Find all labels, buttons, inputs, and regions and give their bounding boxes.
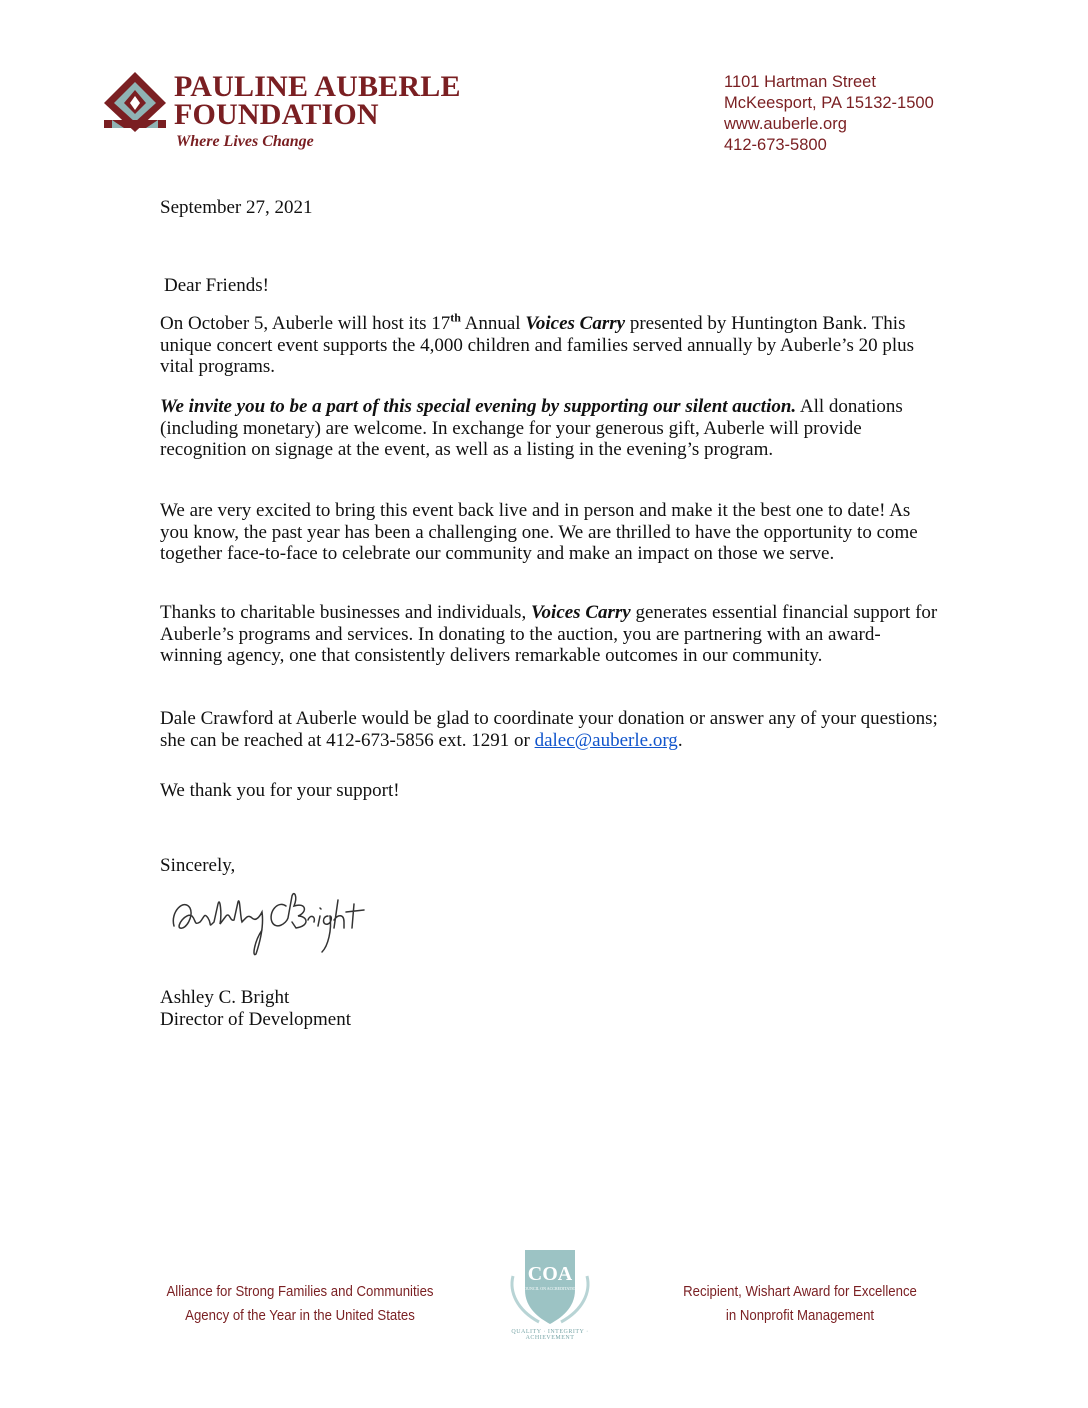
org-name-line1: PAULINE AUBERLE <box>174 70 461 103</box>
p2-text: All donations (including monetary) are welcome. In exchange for your generous gift, Auberle will provide recognition on signage at the event, as well as a listing in the evening’s program. <box>160 396 903 460</box>
tagline: Where Lives Change <box>176 133 314 150</box>
paragraph-event-intro <box>160 310 940 378</box>
paragraph-thank-you: We thank you for your support! <box>160 780 400 801</box>
address-street: 1101 Hartman Street <box>724 73 876 91</box>
diamond-logo-icon <box>102 70 168 134</box>
org-name <box>174 70 461 131</box>
paragraph-contact <box>160 708 940 751</box>
salutation: Dear Friends! <box>164 275 269 296</box>
p1-text-b: Annual <box>460 313 526 334</box>
closing: Sincerely, <box>160 855 236 876</box>
address-website: www.auberle.org <box>724 115 847 133</box>
footer-award-right <box>650 1280 949 1328</box>
coa-seal-text: COA <box>527 1263 573 1285</box>
coa-accreditation-seal <box>495 1246 605 1342</box>
event-name: Voices Carry <box>525 313 626 334</box>
paragraph-excitement: We are very excited to bring this event back live and in person and make it the best one to date! As you know, the past year has been a challenging one. We are thrilled to have the opportunity to come together face-to-face to celebrate our community and make an impact on those we serve. <box>160 500 918 564</box>
event-name-2: Voices Carry <box>530 602 631 623</box>
coa-motto: QUALITY · INTEGRITY · ACHIEVEMENT <box>511 1329 589 1341</box>
email-link[interactable]: dalec@auberle.org <box>534 729 678 751</box>
p4-text-a: Thanks to charitable businesses and individuals, <box>160 602 531 623</box>
footer-left-line2: Agency of the Year in the United States <box>185 1307 415 1324</box>
footer-right-line1: Recipient, Wishart Award for Excellence <box>683 1283 917 1300</box>
paragraph-thanks <box>160 602 940 667</box>
footer-award-left <box>150 1280 449 1328</box>
signer-name: Ashley C. Bright <box>160 987 290 1008</box>
paragraph-invitation <box>160 396 940 461</box>
invitation-emphasis: We invite you to be a part of this special evening by supporting our silent auction. <box>160 396 797 417</box>
coa-seal-subtext: COUNCIL ON ACCREDITATION <box>521 1286 579 1291</box>
p1-text-a: On October 5, Auberle will host its 17 <box>160 313 451 334</box>
address-city: McKeesport, PA 15132-1500 <box>724 94 934 112</box>
p5-text-b: . <box>677 729 683 751</box>
coa-shield-icon <box>495 1246 605 1330</box>
footer-left-line1: Alliance for Strong Families and Communities <box>166 1283 434 1300</box>
handwritten-signature <box>168 882 388 962</box>
p1-text-c: presented by Huntington Bank. This unique concert event supports the 4,000 children and families served annually by Auberle’s 20 plus vital programs. <box>160 313 915 377</box>
footer-right-line2: in Nonprofit Management <box>725 1307 875 1324</box>
address-phone: 412-673-5800 <box>724 136 827 154</box>
signer-title: Director of Development <box>160 1008 351 1030</box>
org-name-line2: FOUNDATION <box>174 98 379 131</box>
letter-date: September 27, 2021 <box>160 197 313 218</box>
foundation-logo <box>102 70 502 154</box>
address-block <box>724 72 934 156</box>
p4-text-b: generates essential financial support for Auberle’s programs and services. In donating to the auction, you are partnering with an award-winning agency, one that consistently delivers remarkable outcomes in our community. <box>160 602 938 666</box>
signer-block <box>160 987 940 1030</box>
p5-text-a: Dale Crawford at Auberle would be glad to coordinate your donation or answer any of your questions; she can be reached at 412-673-5856 ext. 1291 or <box>160 708 938 751</box>
p1-superscript: th <box>450 310 461 325</box>
